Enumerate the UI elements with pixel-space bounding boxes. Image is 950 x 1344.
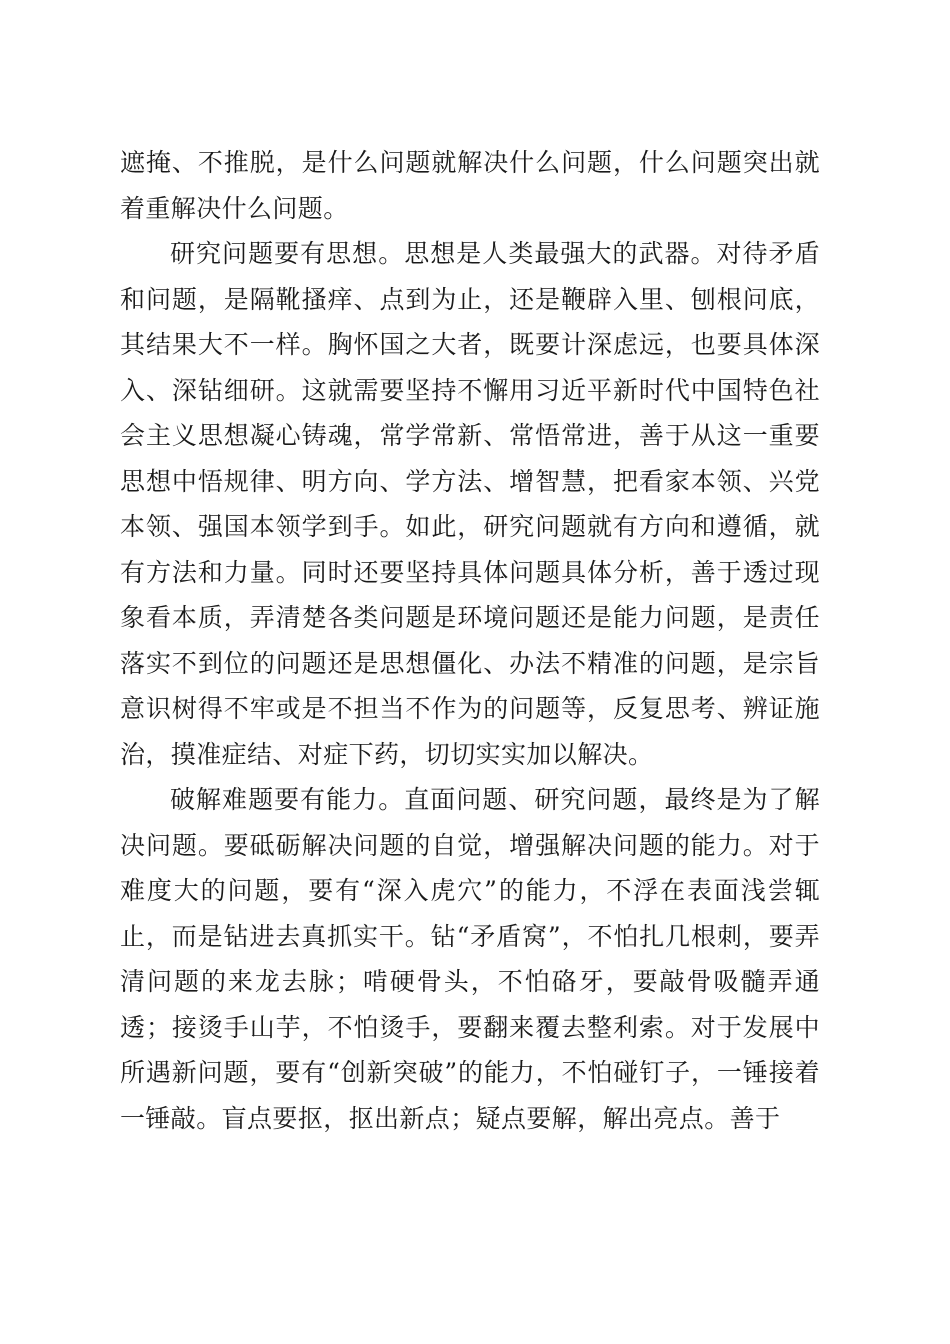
- body-text: [120, 140, 820, 1141]
- paragraph-research-problems: 研究问题要有思想。思想是人类最强大的武器。对待矛盾和问题，是隔靴搔痒、点到为止，还是鞭辟入里、刨根问底，其结果大不一样。胸怀国之大者，既要计深虑远，也要具体深入、深钻细研。这就需要坚持不懈用习近平新时代中国特色社会主义思想凝心铸魂，常学常新、常悟常进，善于从这一重要思想中悟规律、明方向、学方法、增智慧，把看家本领、兴党本领、强国本领学到手。如此，研究问题就有方向和遵循，就有方法和力量。同时还要坚持具体问题具体分析，善于透过现象看本质，弄清楚各类问题是环境问题还是能力问题，是责任落实不到位的问题还是思想僵化、办法不精准的问题，是宗旨意识树得不牢或是不担当不作为的问题等，反复思考、辨证施治，摸准症结、对症下药，切切实实加以解决。: [120, 239, 820, 769]
- paragraph-continuation: 遮掩、不推脱，是什么问题就解决什么问题，什么问题突出就着重解决什么问题。: [120, 148, 820, 223]
- paragraph-solve-problems: 破解难题要有能力。直面问题、研究问题，最终是为了解决问题。要砥砺解决问题的自觉，增强解决问题的能力。对于难度大的问题，要有“深入虎穴”的能力，不浮在表面浅尝辄止，而是钻进去真抓实干。钻“矛盾窝”，不怕扎几根刺，要弄清问题的来龙去脉；啃硬骨头，不怕硌牙，要敲骨吸髓弄通透；接烫手山芋，不怕烫手，要翻来覆去整利索。对于发展中所遇新问题，要有“创新突破”的能力，不怕碰钉子，一锤接着一锤敲。盲点要抠，抠出新点；疑点要解，解出亮点。善于: [120, 785, 820, 1133]
